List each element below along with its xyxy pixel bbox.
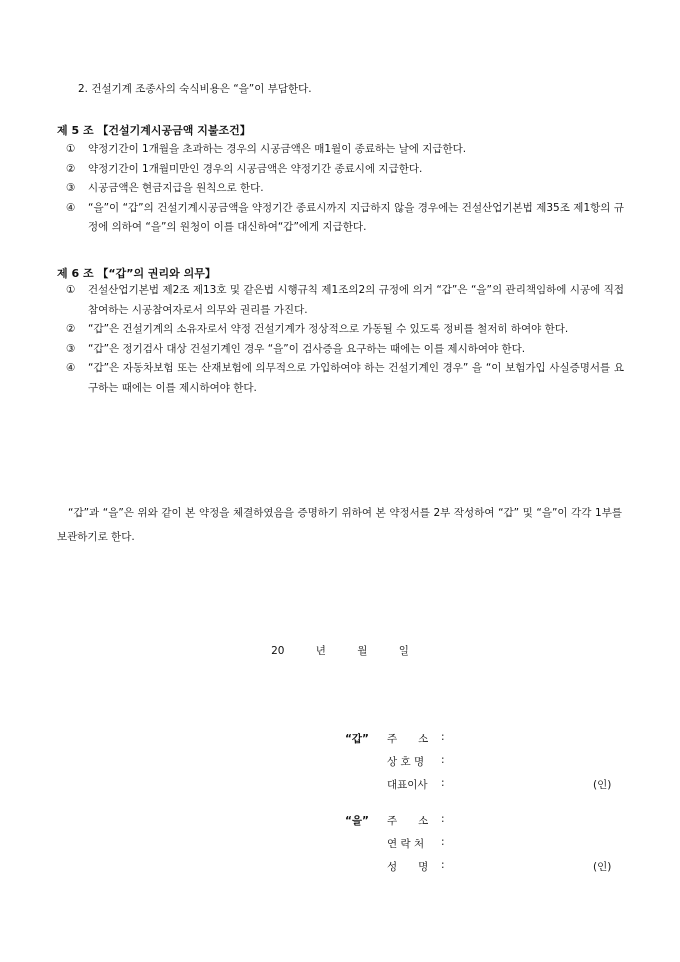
list-item — [66, 140, 624, 160]
party-a-company-label: 상 호 명 — [387, 756, 425, 768]
colon: : — [441, 836, 445, 848]
item-text: 시공금액은 현금지급을 원칙으로 한다. — [88, 182, 264, 194]
article-6-list — [66, 281, 624, 398]
contract-date — [0, 643, 680, 658]
list-item — [66, 320, 624, 340]
item-number: ① — [66, 143, 76, 155]
colon: : — [441, 754, 445, 766]
colon: : — [441, 859, 445, 871]
item-number: ④ — [66, 201, 76, 214]
item-number: ④ — [66, 362, 76, 374]
article-6-heading: 제 6 조 【“갑”의 권리와 의무】 — [57, 267, 216, 280]
list-item — [66, 160, 624, 180]
party-b-contact-label: 연 락 처 — [387, 838, 425, 850]
article-4-item-2: 2. 건설기계 조종사의 숙식비용은 “을”이 부담한다. — [78, 83, 312, 95]
item-text: “갑”은 정기검사 대상 건설기계인 경우 “을”이 검사증을 요구하는 때에는 이를 제시하여야 한다. — [88, 342, 526, 355]
item-text: “을”이 “갑”의 건설기계시공금액을 약정기간 종료시까지 지급하지 않을 경우에는 건설산업기본법 제35조 제1항의 규정에 의하여 “을”의 원청이 이를 대신하여“갑”에게 지급한다. — [88, 201, 624, 233]
item-text: 건설산업기본법 제2조 제13호 및 같은법 시행규칙 제1조의2의 규정에 의거 “갑”은 “을”의 관리책임하에 시공에 직접 참여하는 시공참여자로서 의무와 권리를 가진다. — [88, 284, 624, 316]
party-b-seal-mark: (인) — [593, 861, 612, 873]
colon: : — [441, 813, 445, 825]
party-a-label: “갑” — [345, 733, 369, 745]
article-5-heading: 제 5 조 【건설기계시공금액 지불조건】 — [57, 124, 251, 137]
party-b-name-label: 성 명 — [387, 861, 429, 873]
list-item — [66, 281, 624, 320]
date-year: 20 — [271, 645, 285, 657]
date-year-label: 년 — [315, 645, 326, 657]
list-item — [66, 359, 624, 398]
list-item — [66, 199, 624, 238]
party-b-address-label: 주 소 — [387, 815, 429, 827]
party-b-label: “을” — [345, 815, 369, 827]
item-number: ② — [66, 162, 76, 175]
item-text: 약정기간이 1개월을 초과하는 경우의 시공금액은 매1월이 종료하는 날에 지급한다. — [88, 143, 467, 155]
list-item — [66, 340, 624, 360]
party-a-address-label: 주 소 — [387, 733, 429, 745]
item-text: “갑”은 건설기계의 소유자로서 약정 건설기계가 정상적으로 가동될 수 있도록 정비를 철저히 하여야 한다. — [88, 323, 569, 335]
date-month-label: 월 — [357, 645, 368, 657]
item-number: ② — [66, 323, 76, 335]
closing-statement: “갑”과 “을”은 위와 같이 본 약정을 체결하였음을 증명하기 위하여 본 약정서를 2부 작성하여 “갑” 및 “을”이 각각 1부를 보관하기로 한다. — [57, 507, 623, 543]
date-day-label: 일 — [398, 645, 409, 657]
article-5-list — [66, 140, 624, 238]
item-number: ③ — [66, 182, 76, 194]
list-item — [66, 179, 624, 199]
item-text: “갑”은 자동차보험 또는 산재보험에 의무적으로 가입하여야 하는 건설기계인 경우” 을 “이 보험가입 사실증명서를 요구하는 때에는 이를 제시하여야 한다. — [88, 362, 624, 394]
item-text: 약정기간이 1개월미만인 경우의 시공금액은 약정기간 종료시에 지급한다. — [88, 162, 423, 175]
item-number: ③ — [66, 342, 76, 355]
party-a-ceo-label: 대표이사 — [387, 779, 428, 791]
colon: : — [441, 777, 445, 789]
colon: : — [441, 731, 445, 743]
item-number: ① — [66, 284, 76, 296]
party-a-seal-mark: (인) — [593, 779, 612, 791]
